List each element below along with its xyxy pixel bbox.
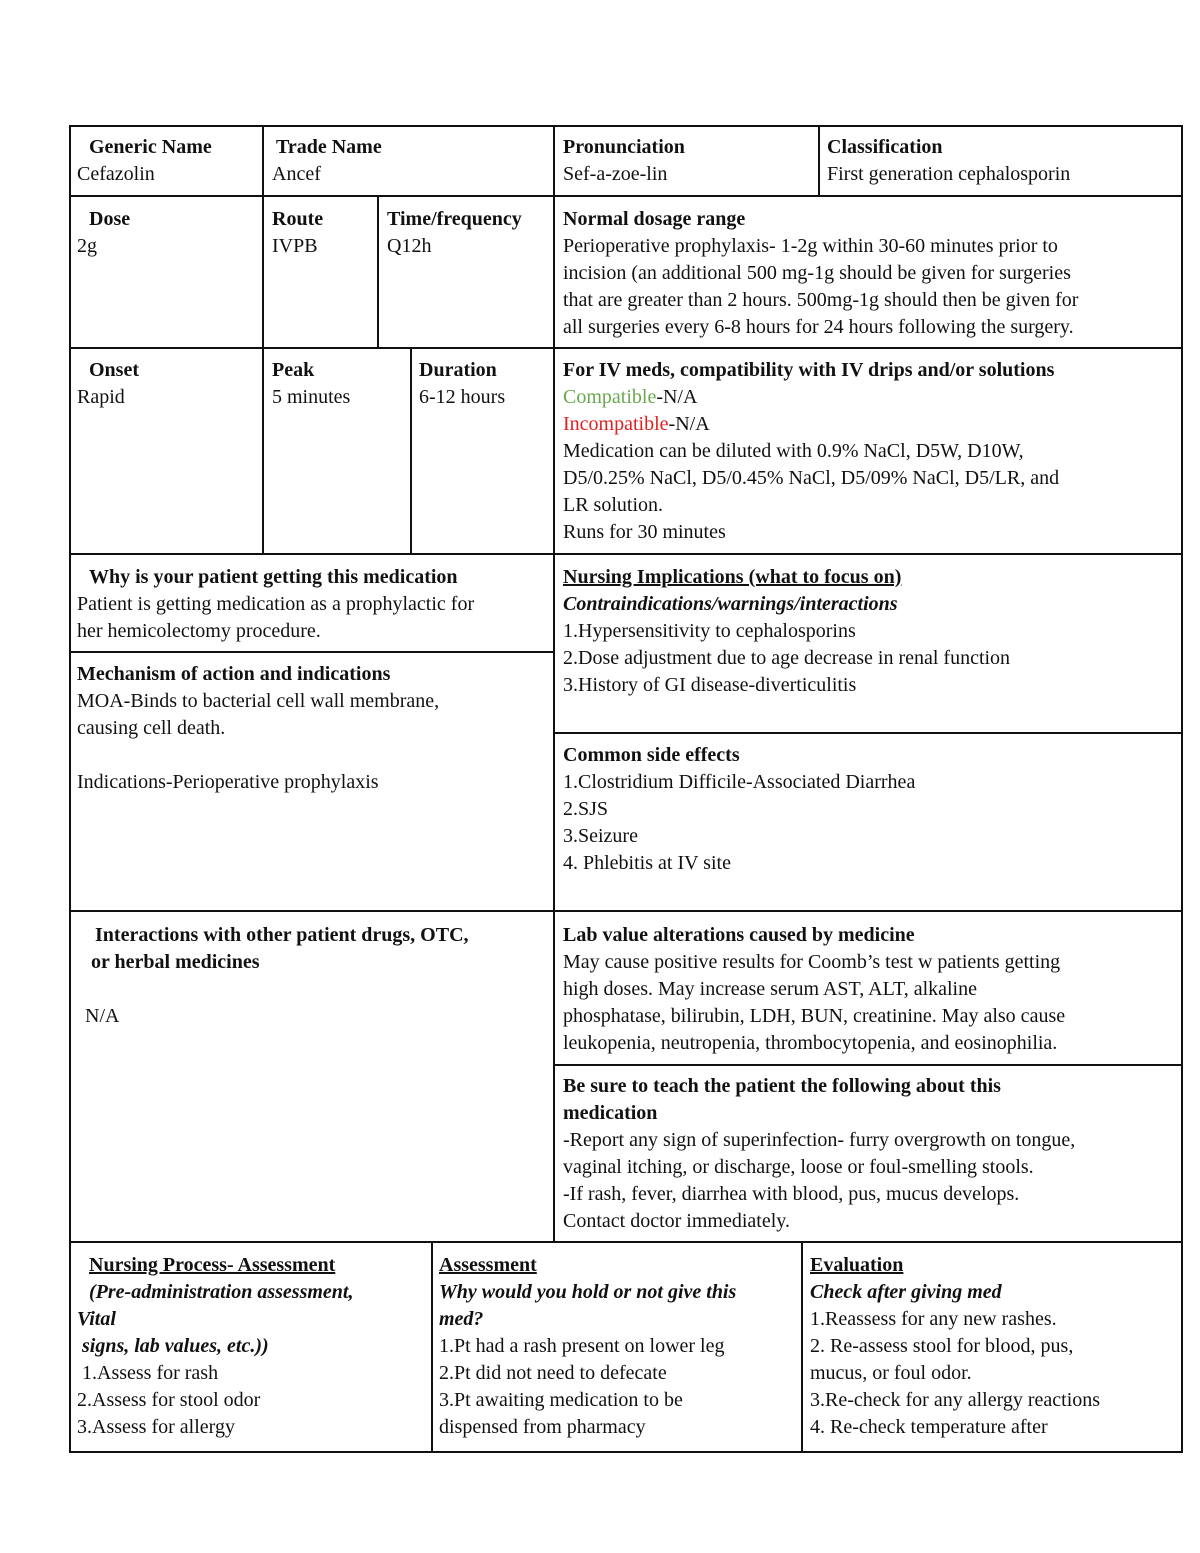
dose-label: Dose	[89, 208, 131, 230]
generic-name-cell	[77, 134, 212, 188]
col-divider	[262, 125, 264, 195]
nursing-process-cell	[77, 1252, 353, 1441]
interactions-cell	[77, 922, 469, 1030]
lab-line: leukopenia, neutropenia, thrombocytopenia, and eosinophilia.	[563, 1032, 1058, 1054]
mechanism-label: Mechanism of action and indications	[77, 663, 391, 685]
dosage-range-line: that are greater than 2 hours. 500mg-1g should then be given for	[563, 289, 1079, 311]
lab-cell	[563, 922, 1065, 1057]
lab-label: Lab value alterations caused by medicine	[563, 924, 915, 946]
assessment-item: dispensed from pharmacy	[439, 1416, 646, 1438]
pronunciation-value: Sef-a-zoe-lin	[563, 163, 668, 185]
compatible-label: Compatible	[563, 386, 657, 408]
incompatible-label: Incompatible	[563, 413, 669, 435]
col-divider	[410, 347, 412, 553]
mechanism-cell	[77, 661, 439, 796]
col-divider	[801, 1241, 803, 1453]
nursing-process-sub: (Pre-administration assessment,	[89, 1281, 354, 1303]
onset-value: Rapid	[77, 386, 125, 408]
nursing-process-sub: signs, lab values, etc.))	[77, 1335, 269, 1357]
dosage-range-line: Perioperative prophylaxis- 1-2g within 30-60 minutes prior to	[563, 235, 1058, 257]
assessment-item: 2.Pt did not need to defecate	[439, 1362, 667, 1384]
teach-label: medication	[563, 1102, 658, 1124]
process-item: 1.Assess for rash	[77, 1362, 219, 1384]
side-effect-item: 1.Clostridium Difficile-Associated Diarrhea	[563, 771, 916, 793]
row-divider	[69, 910, 1183, 912]
classification-value: First generation cephalosporin	[827, 163, 1071, 185]
iv-compatibility-cell	[563, 357, 1059, 546]
incompatible-line	[563, 411, 1059, 438]
time-frequency-label: Time/frequency	[387, 208, 522, 230]
onset-label: Onset	[89, 359, 139, 381]
lab-line: high doses. May increase serum AST, ALT, alkaline	[563, 978, 977, 1000]
mechanism-line: causing cell death.	[77, 717, 226, 739]
side-effects-cell	[563, 742, 915, 877]
route-cell	[272, 206, 323, 260]
lab-line: May cause positive results for Coomb’s test w patients getting	[563, 951, 1061, 973]
evaluation-item: 3.Re-check for any allergy reactions	[810, 1389, 1101, 1411]
classification-label: Classification	[827, 136, 943, 158]
col-divider	[553, 125, 555, 1243]
interactions-value: N/A	[85, 1005, 120, 1027]
iv-note-line: D5/0.25% NaCl, D5/0.45% NaCl, D5/09% NaCl, D5/LR, and	[563, 467, 1060, 489]
row-divider	[69, 651, 555, 653]
assessment-sub: med?	[439, 1308, 484, 1330]
why-line: Patient is getting medication as a prophylactic for	[77, 593, 475, 615]
dosage-range-cell	[563, 206, 1078, 341]
evaluation-sub: Check after giving med	[810, 1281, 1002, 1303]
col-divider	[262, 195, 264, 553]
row-divider	[69, 553, 1183, 555]
route-value: IVPB	[272, 235, 318, 257]
dosage-range-line: incision (an additional 500 mg-1g should be given for surgeries	[563, 262, 1071, 284]
iv-note-line: Medication can be diluted with 0.9% NaCl, D5W, D10W,	[563, 440, 1024, 462]
duration-label: Duration	[419, 359, 497, 381]
time-frequency-value: Q12h	[387, 235, 432, 257]
side-effect-item: 2.SJS	[563, 798, 609, 820]
evaluation-item: 2. Re-assess stool for blood, pus,	[810, 1335, 1074, 1357]
indications-line: Indications-Perioperative prophylaxis	[77, 771, 379, 793]
teach-cell	[563, 1073, 1075, 1235]
duration-value: 6-12 hours	[419, 386, 506, 408]
time-frequency-cell	[387, 206, 522, 260]
dose-cell	[77, 206, 130, 260]
classification-cell	[827, 134, 1070, 188]
trade-name-value: Ancef	[272, 163, 321, 185]
assessment-label: Assessment	[439, 1254, 537, 1276]
incompatible-value: -N/A	[668, 413, 710, 435]
teach-line: -If rash, fever, diarrhea with blood, pus, mucus develops.	[563, 1183, 1020, 1205]
duration-cell	[419, 357, 505, 411]
interactions-label: Interactions with other patient drugs, OTC,	[95, 924, 469, 946]
nursing-item: 2.Dose adjustment due to age decrease in renal function	[563, 647, 1011, 669]
why-cell	[77, 564, 474, 645]
interactions-label: or herbal medicines	[91, 951, 260, 973]
iv-note-line: LR solution.	[563, 494, 664, 516]
assessment-item: 1.Pt had a rash present on lower leg	[439, 1335, 725, 1357]
col-divider	[818, 125, 820, 195]
teach-line: Contact doctor immediately.	[563, 1210, 790, 1232]
row-divider	[69, 347, 1183, 349]
process-item: 2.Assess for stool odor	[77, 1389, 261, 1411]
row-divider	[69, 195, 1183, 197]
dosage-range-label: Normal dosage range	[563, 208, 746, 230]
why-label: Why is your patient getting this medication	[89, 566, 458, 588]
onset-cell	[77, 357, 139, 411]
compatible-value: -N/A	[656, 386, 698, 408]
generic-name-label: Generic Name	[89, 136, 212, 158]
pronunciation-label: Pronunciation	[563, 136, 685, 158]
side-effect-item: 4. Phlebitis at IV site	[563, 852, 731, 874]
teach-line: vaginal itching, or discharge, loose or foul-smelling stools.	[563, 1156, 1034, 1178]
side-effects-label: Common side effects	[563, 744, 740, 766]
teach-line: -Report any sign of superinfection- furry overgrowth on tongue,	[563, 1129, 1076, 1151]
col-divider	[377, 195, 379, 347]
process-item: 3.Assess for allergy	[77, 1416, 235, 1438]
assessment-cell	[439, 1252, 736, 1441]
route-label: Route	[272, 208, 324, 230]
why-line: her hemicolectomy procedure.	[77, 620, 321, 642]
mechanism-line: MOA-Binds to bacterial cell wall membrane,	[77, 690, 440, 712]
iv-compatibility-label: For IV meds, compatibility with IV drips and/or solutions	[563, 359, 1055, 381]
contraindications-label: Contraindications/warnings/interactions	[563, 593, 898, 615]
nursing-process-sub: Vital	[77, 1308, 116, 1330]
pronunciation-cell	[563, 134, 685, 188]
compatible-line	[563, 384, 1059, 411]
peak-label: Peak	[272, 359, 315, 381]
evaluation-cell	[810, 1252, 1100, 1441]
spacer	[77, 742, 439, 769]
row-divider	[553, 1064, 1183, 1066]
assessment-sub: Why would you hold or not give this	[439, 1281, 737, 1303]
nursing-implications-label: Nursing Implications (what to focus on)	[563, 566, 902, 588]
nursing-process-label: Nursing Process- Assessment	[89, 1254, 336, 1276]
trade-name-cell	[272, 134, 382, 188]
peak-value: 5 minutes	[272, 386, 351, 408]
dosage-range-line: all surgeries every 6-8 hours for 24 hours following the surgery.	[563, 316, 1074, 338]
assessment-item: 3.Pt awaiting medication to be	[439, 1389, 683, 1411]
nursing-item: 3.History of GI disease-diverticulitis	[563, 674, 857, 696]
row-divider	[553, 732, 1183, 734]
teach-label: Be sure to teach the patient the following about this	[563, 1075, 1001, 1097]
dose-value: 2g	[77, 235, 97, 257]
nursing-item: 1.Hypersensitivity to cephalosporins	[563, 620, 856, 642]
lab-line: phosphatase, bilirubin, LDH, BUN, creatinine. May also cause	[563, 1005, 1066, 1027]
peak-cell	[272, 357, 350, 411]
nursing-implications-cell	[563, 564, 1010, 699]
side-effect-item: 3.Seizure	[563, 825, 638, 847]
evaluation-item: 4. Re-check temperature after	[810, 1416, 1048, 1438]
evaluation-item: mucus, or foul odor.	[810, 1362, 972, 1384]
trade-name-label: Trade Name	[276, 136, 382, 158]
generic-name-value: Cefazolin	[77, 163, 155, 185]
col-divider	[431, 1241, 433, 1453]
evaluation-item: 1.Reassess for any new rashes.	[810, 1308, 1057, 1330]
iv-note-line: Runs for 30 minutes	[563, 521, 726, 543]
evaluation-label: Evaluation	[810, 1254, 904, 1276]
spacer	[77, 976, 469, 1003]
